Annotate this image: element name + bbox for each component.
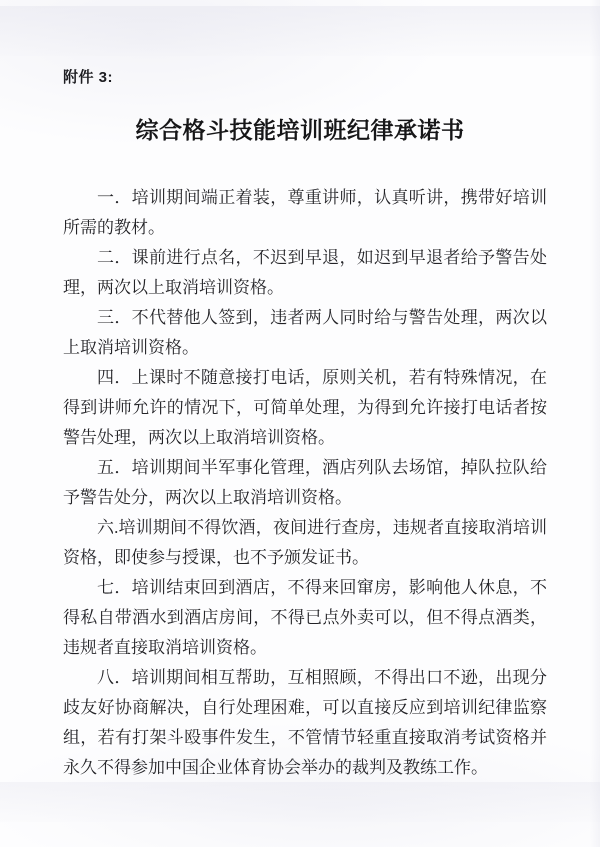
attachment-label: 附件 3: — [63, 69, 114, 86]
document-body — [63, 183, 547, 783]
paragraph: 五．培训期间半军事化管理，酒店列队去场馆，掉队拉队给予警告处分，两次以上取消培训资格。 — [63, 458, 547, 507]
paragraph: 八．培训期间相互帮助，互相照顾，不得出口不逊，出现分歧友好协商解决，自行处理困难，可以直接反应到培训纪律监察组，若有打架斗殴事件发生，不管情节轻重直接取消考试资格并永久不得参加中国企业体育协会举办的裁判及教练工作。 — [63, 668, 547, 777]
paragraph: 三．不代替他人签到，违者两人同时给与警告处理，两次以上取消培训资格。 — [63, 308, 547, 357]
scan-artifact-bottom — [0, 782, 600, 822]
paragraph: 六.培训期间不得饮酒，夜间进行查房，违规者直接取消培训资格，即使参与授课，也不予颁发证书。 — [63, 518, 547, 567]
paragraph: 四．上课时不随意接打电话，原则关机，若有特殊情况，在得到讲师允许的情况下，可简单处理，为得到允许接打电话者按警告处理，两次以上取消培训资格。 — [63, 368, 547, 447]
paragraph: 七．培训结束回到酒店，不得来回窜房，影响他人休息，不得私自带酒水到酒店房间，不得已点外卖可以，但不得点酒类，违规者直接取消培训资格。 — [63, 578, 547, 657]
paragraph: 二．课前进行点名，不迟到早退，如迟到早退者给予警告处理，两次以上取消培训资格。 — [63, 248, 547, 297]
document-title: 综合格斗技能培训班纪律承诺书 — [135, 118, 465, 143]
scan-artifact-top — [0, 6, 600, 56]
paragraph: 一．培训期间端正着装，尊重讲师，认真听讲，携带好培训所需的教材。 — [63, 188, 547, 237]
